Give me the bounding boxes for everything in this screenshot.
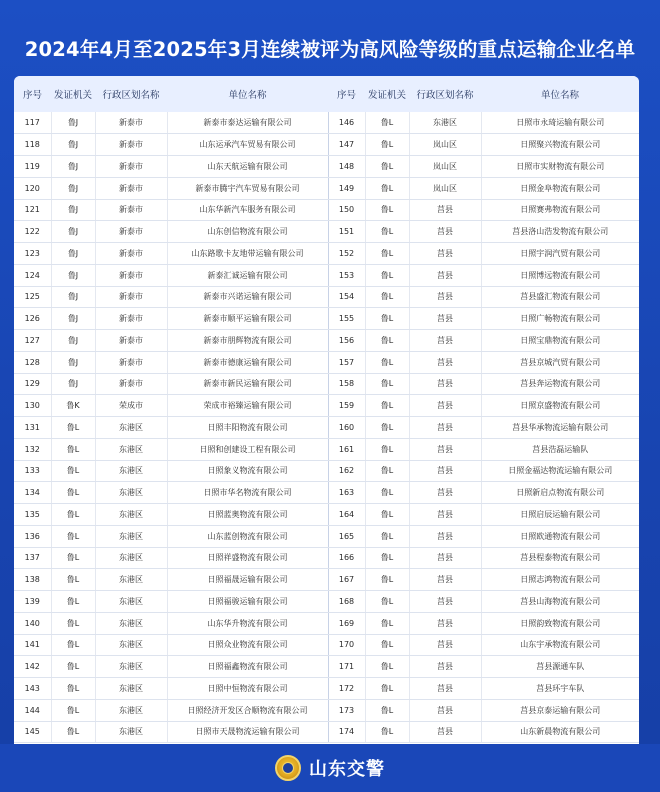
cell-region: 东港区 bbox=[95, 460, 167, 482]
cell-company: 日照京盛物流有限公司 bbox=[481, 395, 639, 417]
cell-seq: 128 bbox=[14, 351, 51, 373]
col-header-issuer: 发证机关 bbox=[367, 90, 406, 101]
table-row bbox=[14, 308, 639, 330]
cell-seq: 135 bbox=[14, 504, 51, 526]
cell-company: 日照丰阳物流有限公司 bbox=[167, 417, 328, 439]
cell-company: 山东蓝创物流有限公司 bbox=[167, 525, 328, 547]
cell-seq: 127 bbox=[14, 330, 51, 352]
cell-seq: 157 bbox=[328, 351, 365, 373]
table-row bbox=[14, 699, 639, 721]
cell-seq: 160 bbox=[328, 417, 365, 439]
cell-company: 新泰市腾宇汽车贸易有限公司 bbox=[167, 177, 328, 199]
cell-company: 莒县浩磊运输队 bbox=[481, 438, 639, 460]
cell-region: 东港区 bbox=[95, 504, 167, 526]
table-row bbox=[14, 264, 639, 286]
cell-company: 莒县环宇车队 bbox=[481, 678, 639, 700]
cell-region: 莒县 bbox=[409, 569, 481, 591]
cell-region: 莒县 bbox=[409, 286, 481, 308]
table-row bbox=[14, 351, 639, 373]
cell-seq: 164 bbox=[328, 504, 365, 526]
cell-issuer: 鲁L bbox=[365, 243, 409, 265]
cell-issuer: 鲁L bbox=[365, 373, 409, 395]
cell-issuer: 鲁L bbox=[365, 134, 409, 156]
cell-seq: 150 bbox=[328, 199, 365, 221]
cell-issuer: 鲁J bbox=[51, 243, 95, 265]
cell-issuer: 鲁L bbox=[51, 504, 95, 526]
cell-seq: 130 bbox=[14, 395, 51, 417]
cell-region: 新泰市 bbox=[95, 351, 167, 373]
cell-region: 莒县 bbox=[409, 330, 481, 352]
cell-company: 莒县奔运物流有限公司 bbox=[481, 373, 639, 395]
cell-company: 荣成市裕臻运输有限公司 bbox=[167, 395, 328, 417]
cell-issuer: 鲁L bbox=[365, 395, 409, 417]
cell-issuer: 鲁L bbox=[51, 721, 95, 743]
cell-issuer: 鲁L bbox=[51, 525, 95, 547]
cell-region: 莒县 bbox=[409, 264, 481, 286]
cell-region: 东港区 bbox=[95, 721, 167, 743]
cell-issuer: 鲁L bbox=[51, 417, 95, 439]
cell-seq: 172 bbox=[328, 678, 365, 700]
table-row bbox=[14, 547, 639, 569]
cell-region: 新泰市 bbox=[95, 221, 167, 243]
enterprise-table bbox=[14, 76, 639, 743]
cell-issuer: 鲁L bbox=[51, 634, 95, 656]
cell-region: 岚山区 bbox=[409, 177, 481, 199]
cell-region: 莒县 bbox=[409, 612, 481, 634]
cell-company: 日照博远物流有限公司 bbox=[481, 264, 639, 286]
cell-seq: 142 bbox=[14, 656, 51, 678]
col-header-company: 单位名称 bbox=[540, 90, 579, 101]
cell-company: 莒县华承物流运输有限公司 bbox=[481, 417, 639, 439]
cell-seq: 145 bbox=[14, 721, 51, 743]
cell-issuer: 鲁L bbox=[365, 308, 409, 330]
cell-issuer: 鲁L bbox=[365, 482, 409, 504]
cell-region: 东港区 bbox=[409, 112, 481, 134]
cell-region: 莒县 bbox=[409, 656, 481, 678]
cell-region: 莒县 bbox=[409, 221, 481, 243]
cell-issuer: 鲁L bbox=[365, 656, 409, 678]
cell-company: 日照广畅物流有限公司 bbox=[481, 308, 639, 330]
cell-seq: 137 bbox=[14, 547, 51, 569]
cell-company: 莒县洛山浩发物流有限公司 bbox=[481, 221, 639, 243]
table-row bbox=[14, 721, 639, 743]
cell-company: 日照福骏运输有限公司 bbox=[167, 591, 328, 613]
cell-company: 莒县盛汇物流有限公司 bbox=[481, 286, 639, 308]
cell-company: 日照宝鼎物流有限公司 bbox=[481, 330, 639, 352]
cell-issuer: 鲁L bbox=[365, 699, 409, 721]
cell-seq: 147 bbox=[328, 134, 365, 156]
cell-region: 东港区 bbox=[95, 525, 167, 547]
cell-seq: 119 bbox=[14, 156, 51, 178]
cell-seq: 120 bbox=[14, 177, 51, 199]
cell-issuer: 鲁L bbox=[51, 547, 95, 569]
cell-issuer: 鲁L bbox=[365, 417, 409, 439]
cell-region: 莒县 bbox=[409, 308, 481, 330]
cell-seq: 131 bbox=[14, 417, 51, 439]
table-row bbox=[14, 330, 639, 352]
col-header-company: 单位名称 bbox=[228, 90, 267, 101]
table-row bbox=[14, 112, 639, 134]
cell-seq: 171 bbox=[328, 656, 365, 678]
cell-region: 岚山区 bbox=[409, 134, 481, 156]
cell-company: 新泰市顺平运输有限公司 bbox=[167, 308, 328, 330]
table-row bbox=[14, 417, 639, 439]
col-header-region: 行政区划名称 bbox=[102, 90, 160, 101]
cell-issuer: 鲁L bbox=[51, 612, 95, 634]
cell-issuer: 鲁L bbox=[365, 504, 409, 526]
cell-seq: 118 bbox=[14, 134, 51, 156]
cell-issuer: 鲁L bbox=[365, 569, 409, 591]
cell-issuer: 鲁L bbox=[51, 656, 95, 678]
cell-seq: 149 bbox=[328, 177, 365, 199]
cell-region: 莒县 bbox=[409, 721, 481, 743]
cell-region: 东港区 bbox=[95, 417, 167, 439]
cell-company: 日照祥盛物流有限公司 bbox=[167, 547, 328, 569]
cell-region: 莒县 bbox=[409, 678, 481, 700]
cell-seq: 174 bbox=[328, 721, 365, 743]
cell-company: 莒县京泰运输有限公司 bbox=[481, 699, 639, 721]
cell-company: 新泰市德康运输有限公司 bbox=[167, 351, 328, 373]
cell-issuer: 鲁L bbox=[365, 264, 409, 286]
cell-seq: 123 bbox=[14, 243, 51, 265]
cell-company: 日照市实财物流有限公司 bbox=[481, 156, 639, 178]
cell-company: 日照经济开发区合顺物流有限公司 bbox=[167, 699, 328, 721]
cell-issuer: 鲁L bbox=[51, 699, 95, 721]
cell-region: 新泰市 bbox=[95, 264, 167, 286]
table-row bbox=[14, 199, 639, 221]
cell-region: 莒县 bbox=[409, 525, 481, 547]
cell-issuer: 鲁J bbox=[51, 177, 95, 199]
cell-company: 日照韵致物流有限公司 bbox=[481, 612, 639, 634]
cell-region: 莒县 bbox=[409, 438, 481, 460]
cell-company: 莒县程泰物流有限公司 bbox=[481, 547, 639, 569]
cell-region: 岚山区 bbox=[409, 156, 481, 178]
cell-issuer: 鲁J bbox=[51, 264, 95, 286]
cell-region: 新泰市 bbox=[95, 134, 167, 156]
cell-company: 新泰市兴诺运输有限公司 bbox=[167, 286, 328, 308]
col-header-seq: 序号 bbox=[336, 90, 356, 101]
cell-seq: 124 bbox=[14, 264, 51, 286]
cell-issuer: 鲁L bbox=[365, 221, 409, 243]
cell-region: 东港区 bbox=[95, 482, 167, 504]
col-header-issuer: 发证机关 bbox=[53, 90, 92, 101]
table-row bbox=[14, 525, 639, 547]
cell-company: 山东宇承物流有限公司 bbox=[481, 634, 639, 656]
cell-issuer: 鲁L bbox=[365, 438, 409, 460]
cell-company: 日照市天晟物流运输有限公司 bbox=[167, 721, 328, 743]
cell-seq: 143 bbox=[14, 678, 51, 700]
cell-seq: 133 bbox=[14, 460, 51, 482]
cell-seq: 166 bbox=[328, 547, 365, 569]
footer-brand: 山东交警 bbox=[309, 759, 385, 780]
cell-region: 新泰市 bbox=[95, 112, 167, 134]
cell-company: 新泰市朋辉物流有限公司 bbox=[167, 330, 328, 352]
cell-company: 山东天航运输有限公司 bbox=[167, 156, 328, 178]
cell-company: 日照中恒物流有限公司 bbox=[167, 678, 328, 700]
cell-seq: 132 bbox=[14, 438, 51, 460]
table-header-row bbox=[14, 76, 639, 112]
cell-company: 日照和创建设工程有限公司 bbox=[167, 438, 328, 460]
cell-seq: 162 bbox=[328, 460, 365, 482]
col-header-region: 行政区划名称 bbox=[416, 90, 474, 101]
cell-company: 日照启辰运输有限公司 bbox=[481, 504, 639, 526]
table-row bbox=[14, 460, 639, 482]
cell-seq: 122 bbox=[14, 221, 51, 243]
cell-issuer: 鲁J bbox=[51, 156, 95, 178]
cell-issuer: 鲁L bbox=[365, 330, 409, 352]
cell-region: 新泰市 bbox=[95, 373, 167, 395]
cell-region: 莒县 bbox=[409, 199, 481, 221]
cell-seq: 121 bbox=[14, 199, 51, 221]
cell-company: 日照市永琦运输有限公司 bbox=[481, 112, 639, 134]
police-badge-icon bbox=[275, 755, 301, 781]
table-row bbox=[14, 286, 639, 308]
table-row bbox=[14, 395, 639, 417]
cell-company: 日照金福达物流运输有限公司 bbox=[481, 460, 639, 482]
cell-region: 东港区 bbox=[95, 678, 167, 700]
cell-region: 莒县 bbox=[409, 373, 481, 395]
cell-issuer: 鲁L bbox=[51, 678, 95, 700]
cell-company: 新泰市泰达运输有限公司 bbox=[167, 112, 328, 134]
cell-company: 新泰汇诚运输有限公司 bbox=[167, 264, 328, 286]
cell-seq: 151 bbox=[328, 221, 365, 243]
cell-region: 莒县 bbox=[409, 699, 481, 721]
col-header-seq: 序号 bbox=[22, 90, 42, 101]
cell-issuer: 鲁L bbox=[365, 199, 409, 221]
cell-company: 日照金阜物流有限公司 bbox=[481, 177, 639, 199]
cell-company: 日照聚兴物流有限公司 bbox=[481, 134, 639, 156]
cell-company: 日照福晟运输有限公司 bbox=[167, 569, 328, 591]
table-row bbox=[14, 438, 639, 460]
cell-region: 新泰市 bbox=[95, 177, 167, 199]
cell-issuer: 鲁J bbox=[51, 134, 95, 156]
cell-issuer: 鲁L bbox=[51, 482, 95, 504]
cell-company: 日照象义物流有限公司 bbox=[167, 460, 328, 482]
table-row bbox=[14, 373, 639, 395]
cell-issuer: 鲁L bbox=[51, 438, 95, 460]
cell-issuer: 鲁L bbox=[51, 460, 95, 482]
cell-seq: 126 bbox=[14, 308, 51, 330]
cell-issuer: 鲁L bbox=[365, 678, 409, 700]
cell-seq: 158 bbox=[328, 373, 365, 395]
cell-company: 日照新启点物流有限公司 bbox=[481, 482, 639, 504]
cell-company: 山东新晨物流有限公司 bbox=[481, 721, 639, 743]
cell-seq: 156 bbox=[328, 330, 365, 352]
cell-seq: 134 bbox=[14, 482, 51, 504]
cell-company: 山东华升物流有限公司 bbox=[167, 612, 328, 634]
cell-seq: 168 bbox=[328, 591, 365, 613]
cell-seq: 144 bbox=[14, 699, 51, 721]
cell-seq: 163 bbox=[328, 482, 365, 504]
cell-region: 东港区 bbox=[95, 656, 167, 678]
list-sheet bbox=[14, 76, 639, 744]
cell-issuer: 鲁L bbox=[365, 351, 409, 373]
cell-company: 山东创信物流有限公司 bbox=[167, 221, 328, 243]
cell-region: 新泰市 bbox=[95, 308, 167, 330]
cell-region: 东港区 bbox=[95, 612, 167, 634]
cell-seq: 139 bbox=[14, 591, 51, 613]
cell-seq: 148 bbox=[328, 156, 365, 178]
table-body bbox=[14, 112, 639, 743]
cell-region: 东港区 bbox=[95, 634, 167, 656]
cell-region: 莒县 bbox=[409, 243, 481, 265]
cell-seq: 170 bbox=[328, 634, 365, 656]
cell-issuer: 鲁L bbox=[365, 112, 409, 134]
cell-region: 莒县 bbox=[409, 460, 481, 482]
table-row bbox=[14, 482, 639, 504]
cell-region: 新泰市 bbox=[95, 199, 167, 221]
cell-issuer: 鲁J bbox=[51, 330, 95, 352]
cell-issuer: 鲁L bbox=[365, 634, 409, 656]
table-row bbox=[14, 634, 639, 656]
cell-region: 东港区 bbox=[95, 547, 167, 569]
cell-company: 山东运承汽车贸易有限公司 bbox=[167, 134, 328, 156]
cell-issuer: 鲁J bbox=[51, 351, 95, 373]
cell-issuer: 鲁J bbox=[51, 373, 95, 395]
table-row bbox=[14, 243, 639, 265]
cell-region: 新泰市 bbox=[95, 156, 167, 178]
cell-issuer: 鲁L bbox=[365, 547, 409, 569]
cell-seq: 117 bbox=[14, 112, 51, 134]
cell-company: 山东华新汽车服务有限公司 bbox=[167, 199, 328, 221]
cell-seq: 169 bbox=[328, 612, 365, 634]
cell-issuer: 鲁L bbox=[365, 286, 409, 308]
cell-region: 莒县 bbox=[409, 395, 481, 417]
cell-issuer: 鲁L bbox=[365, 612, 409, 634]
cell-company: 日照宇润汽贸有限公司 bbox=[481, 243, 639, 265]
cell-company: 山东路歌卡友地带运输有限公司 bbox=[167, 243, 328, 265]
table-row bbox=[14, 504, 639, 526]
cell-region: 新泰市 bbox=[95, 330, 167, 352]
cell-seq: 140 bbox=[14, 612, 51, 634]
cell-issuer: 鲁L bbox=[51, 591, 95, 613]
cell-issuer: 鲁K bbox=[51, 395, 95, 417]
cell-issuer: 鲁J bbox=[51, 308, 95, 330]
cell-region: 莒县 bbox=[409, 351, 481, 373]
cell-issuer: 鲁J bbox=[51, 199, 95, 221]
cell-seq: 167 bbox=[328, 569, 365, 591]
table-row bbox=[14, 612, 639, 634]
cell-issuer: 鲁J bbox=[51, 112, 95, 134]
cell-issuer: 鲁L bbox=[365, 525, 409, 547]
cell-seq: 153 bbox=[328, 264, 365, 286]
cell-region: 东港区 bbox=[95, 438, 167, 460]
cell-issuer: 鲁L bbox=[365, 177, 409, 199]
table-row bbox=[14, 678, 639, 700]
cell-company: 日照志鸿物流有限公司 bbox=[481, 569, 639, 591]
cell-region: 莒县 bbox=[409, 482, 481, 504]
table-row bbox=[14, 656, 639, 678]
cell-company: 莒县源通车队 bbox=[481, 656, 639, 678]
cell-region: 东港区 bbox=[95, 569, 167, 591]
cell-region: 莒县 bbox=[409, 417, 481, 439]
table-row bbox=[14, 221, 639, 243]
cell-seq: 125 bbox=[14, 286, 51, 308]
cell-region: 东港区 bbox=[95, 699, 167, 721]
cell-company: 日照众业物流有限公司 bbox=[167, 634, 328, 656]
cell-region: 东港区 bbox=[95, 591, 167, 613]
page-title: 2024年4月至2025年3月连续被评为高风险等级的重点运输企业名单 bbox=[24, 38, 636, 61]
table-row bbox=[14, 177, 639, 199]
cell-company: 莒县京城汽贸有限公司 bbox=[481, 351, 639, 373]
table-row bbox=[14, 134, 639, 156]
footer bbox=[0, 744, 660, 792]
cell-seq: 141 bbox=[14, 634, 51, 656]
cell-region: 莒县 bbox=[409, 547, 481, 569]
cell-region: 莒县 bbox=[409, 634, 481, 656]
cell-company: 日照市华名物流有限公司 bbox=[167, 482, 328, 504]
cell-issuer: 鲁L bbox=[365, 721, 409, 743]
cell-company: 日照蓝奥物流有限公司 bbox=[167, 504, 328, 526]
cell-issuer: 鲁L bbox=[365, 156, 409, 178]
cell-seq: 136 bbox=[14, 525, 51, 547]
cell-issuer: 鲁L bbox=[365, 460, 409, 482]
cell-region: 新泰市 bbox=[95, 243, 167, 265]
cell-company: 日照赛弗物流有限公司 bbox=[481, 199, 639, 221]
cell-company: 新泰市新民运输有限公司 bbox=[167, 373, 328, 395]
cell-region: 莒县 bbox=[409, 504, 481, 526]
table-row bbox=[14, 591, 639, 613]
cell-seq: 138 bbox=[14, 569, 51, 591]
cell-seq: 161 bbox=[328, 438, 365, 460]
cell-seq: 173 bbox=[328, 699, 365, 721]
cell-region: 新泰市 bbox=[95, 286, 167, 308]
cell-seq: 155 bbox=[328, 308, 365, 330]
cell-issuer: 鲁L bbox=[365, 591, 409, 613]
cell-seq: 154 bbox=[328, 286, 365, 308]
table-row bbox=[14, 156, 639, 178]
cell-issuer: 鲁J bbox=[51, 286, 95, 308]
cell-seq: 129 bbox=[14, 373, 51, 395]
cell-company: 日照福鑫物流有限公司 bbox=[167, 656, 328, 678]
cell-region: 莒县 bbox=[409, 591, 481, 613]
cell-seq: 165 bbox=[328, 525, 365, 547]
cell-seq: 146 bbox=[328, 112, 365, 134]
cell-seq: 159 bbox=[328, 395, 365, 417]
table-row bbox=[14, 569, 639, 591]
cell-company: 莒县山海物流有限公司 bbox=[481, 591, 639, 613]
cell-company: 日照欧通物流有限公司 bbox=[481, 525, 639, 547]
cell-issuer: 鲁L bbox=[51, 569, 95, 591]
cell-issuer: 鲁J bbox=[51, 221, 95, 243]
cell-region: 荣成市 bbox=[95, 395, 167, 417]
cell-seq: 152 bbox=[328, 243, 365, 265]
